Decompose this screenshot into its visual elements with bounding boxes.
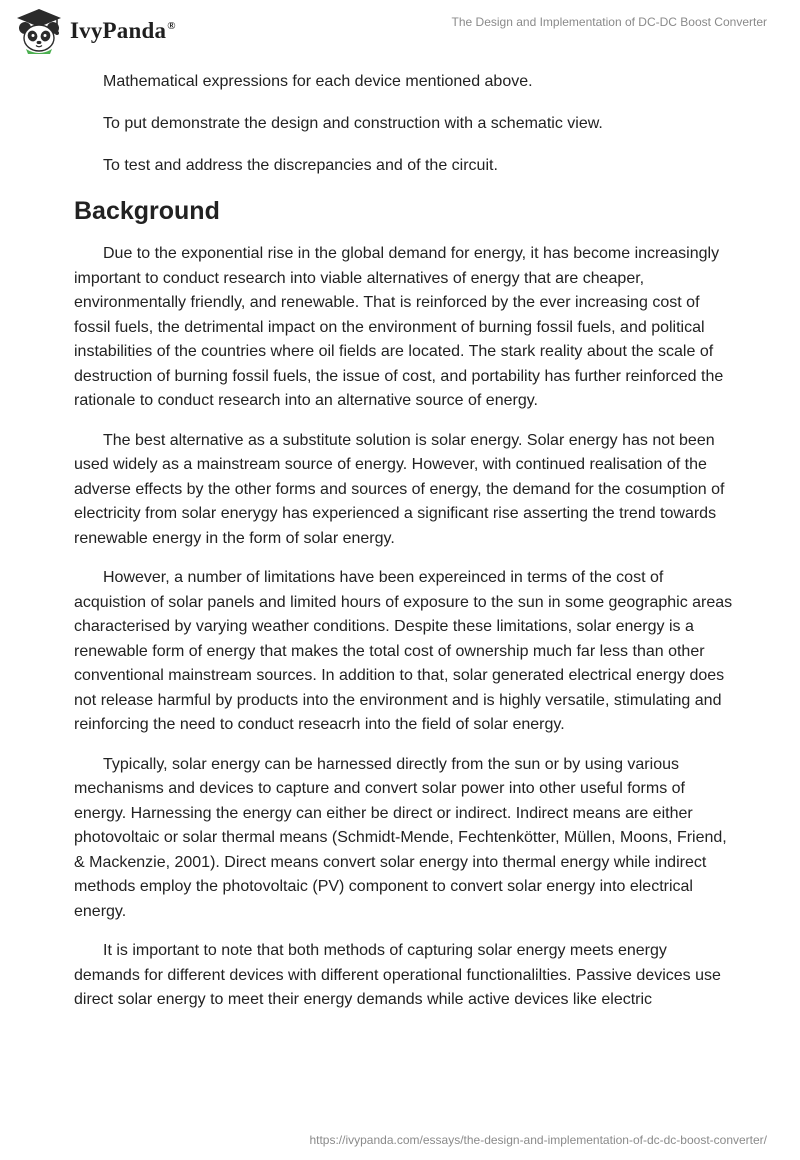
list-item: To put demonstrate the design and construction with a schematic view.: [103, 115, 603, 132]
paragraph: The best alternative as a substitute solution is solar energy. Solar energy has not been used widely as a mainstream source of energy. However, with continued realisation of the adverse effects by the other forms and sources of energy, the demand for the cosumption of electricity from solar enerygy has experienced a significant rise asserting the trend towards renewable energy in the form of solar energy.: [74, 431, 725, 547]
page-header: [0, 0, 800, 60]
section-heading: Background: [74, 197, 220, 225]
panda-graduate-icon: [14, 8, 64, 54]
list-item: To test and address the discrepancies and of the circuit.: [103, 157, 498, 174]
paragraph: Typically, solar energy can be harnessed directly from the sun or by using various mechanisms and devices to capture and convert solar power into other useful forms of energy. Harnessing the energy can either be direct or indirect. Indirect means are either photovoltaic or solar thermal means (Schmidt-Mende, Fechtenkötter, Müllen, Moons, Friend, & Mackenzie, 2001). Direct means convert solar energy into thermal energy while indirect methods employ the photovoltaic (PV) component to convert solar energy into electrical energy.: [74, 755, 727, 920]
brand-logo[interactable]: [14, 8, 176, 54]
paragraph: Due to the exponential rise in the global demand for energy, it has become increasingly important to conduct research into viable alternatives of energy that are cheaper, environmentally friendly, and renewable. That is reinforced by the ever increasing cost of fossil fuels, the detrimental impact on the environment of burning fossil fuels, and political instabilities of the countries where oil fields are located. The stark reality about the scale of destruction of burning fossil fuels, the issue of cost, and portability has further reinforced the rationale to conduct research into an alternative source of energy.: [74, 245, 724, 409]
brand-name: IvyPanda®: [70, 18, 176, 43]
article-body: [74, 70, 734, 1028]
paragraph: However, a number of limitations have been expereinced in terms of the cost of acquistion of solar panels and limited hours of exposure to the sun in some geographic areas characterised by varying weather conditions. Despite these limitations, solar energy is a renewable form of energy that makes the total cost of ownership much far less than other conventional mainstream sources. In addition to that, solar generated electrical energy does not release harmful by products into the environment and is highly versatile, stimulating and reinforcing the need to conduct reseacrh into the field of solar energy.: [74, 569, 733, 733]
source-url-link[interactable]: https://ivypanda.com/essays/the-design-and-implementation-of-dc-dc-boost-converter/: [309, 1133, 767, 1147]
paragraph: It is important to note that both methods of capturing solar energy meets energy demands for different devices with different operational functionalilties. Passive devices use direct solar energy to meet their energy demands while active devices like electric: [74, 942, 721, 1008]
list-item: Mathematical expressions for each device mentioned above.: [103, 73, 533, 90]
document-title: The Design and Implementation of DC-DC Boost Converter: [451, 15, 767, 29]
